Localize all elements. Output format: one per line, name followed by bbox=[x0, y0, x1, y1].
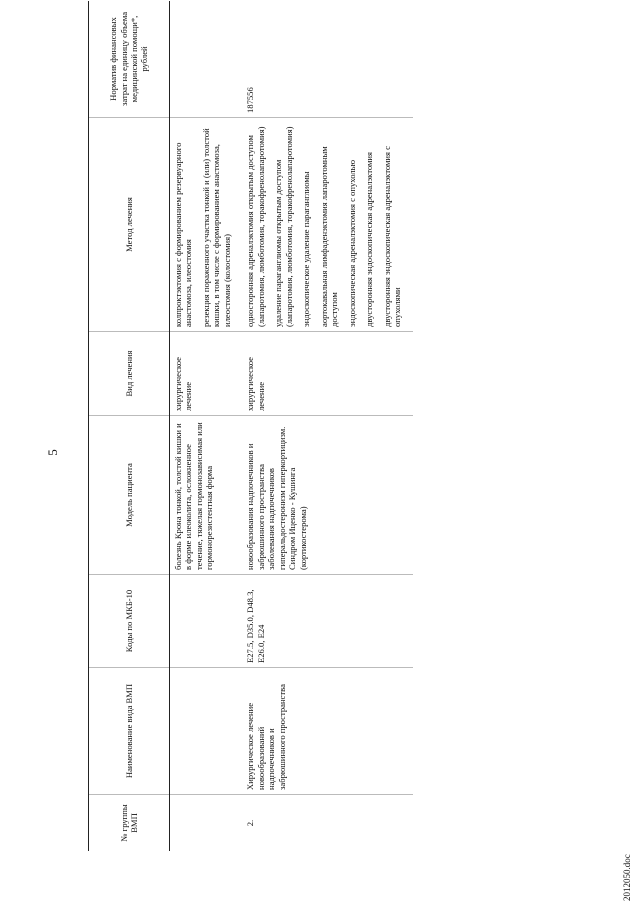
cell-codes bbox=[170, 575, 243, 668]
header-method: Метод лечения bbox=[89, 118, 170, 332]
cell-name: Хирургическое лечение новообразований надпочечников и забрюшинного пространства bbox=[242, 668, 412, 795]
method-item: двусторонняя эндоскопическая адреналэктомия bbox=[364, 152, 375, 327]
cell-type: хирургическое лечение bbox=[170, 332, 243, 416]
method-item: удаление параганглиомы открытым доступом (лапаротомия, люмботомия, торакофренолапаротомия) bbox=[273, 126, 294, 327]
footer-filename: 2012050.doc bbox=[622, 854, 632, 901]
cell-name bbox=[170, 668, 243, 795]
table-row bbox=[170, 1, 243, 851]
cell-norm bbox=[170, 1, 243, 118]
cell-methods bbox=[242, 118, 412, 332]
header-row bbox=[89, 1, 170, 851]
method-item: односторонняя адреналэктомия открытым доступом (лапаротомия, люмботомия, торакофренолапаротомия) bbox=[245, 126, 266, 327]
cell-model: болезнь Крона тонкой, толстой кишки и в форме илеоколита, осложненное течение, тяжелая гормонозависимая или гормонорезистентная форма bbox=[170, 416, 243, 575]
cell-group bbox=[170, 795, 243, 852]
table-row bbox=[242, 1, 412, 851]
cell-group: 2. bbox=[245, 819, 256, 827]
header-type: Вид лечения bbox=[89, 332, 170, 416]
method-item: колпроктэктомия с формированием резервуарного анастомоза, илеостомия bbox=[173, 142, 194, 327]
cell-codes: E27.5, D35.0, D48.3, E26.0, E24 bbox=[242, 575, 412, 668]
method-item: резекция пораженного участка тонкой и (или) толстой кишки, в том числе с формированием анастомоза, илеостомия (колостомия) bbox=[200, 128, 232, 327]
page-number: 5 bbox=[45, 449, 60, 456]
header-group: № группы ВМП bbox=[89, 795, 170, 852]
cell-type: хирургическое лечение bbox=[242, 332, 412, 416]
cell-methods bbox=[170, 118, 243, 332]
header-norm: Норматив финансовых затрат на единицу объема медицинской помощи*, рублей bbox=[89, 1, 170, 118]
method-item: двусторонняя эндоскопическая адреналэктомия с опухолями bbox=[381, 146, 403, 327]
cell-model: новообразования надпочечников и забрюшинного пространства заболевания надпочечников гиперальдостеронизм гиперкортицизм. Синдром Иценко - Кушинга (кортикостерома) bbox=[242, 416, 412, 575]
header-codes: Коды по МКБ-10 bbox=[89, 575, 170, 668]
vmp-table bbox=[88, 1, 413, 851]
cell-norm: 187556 bbox=[242, 1, 412, 118]
method-item: эндоскопическое удаление параганглиомы bbox=[301, 171, 312, 327]
header-name: Наименование вида ВМП bbox=[89, 668, 170, 795]
method-item: эндоскопическая адреналэктомия с опухолью bbox=[346, 159, 357, 327]
method-item: аортокавальная лимфаденэктомия лапаротомным доступом bbox=[318, 146, 340, 327]
header-model: Модель пациента bbox=[89, 416, 170, 575]
